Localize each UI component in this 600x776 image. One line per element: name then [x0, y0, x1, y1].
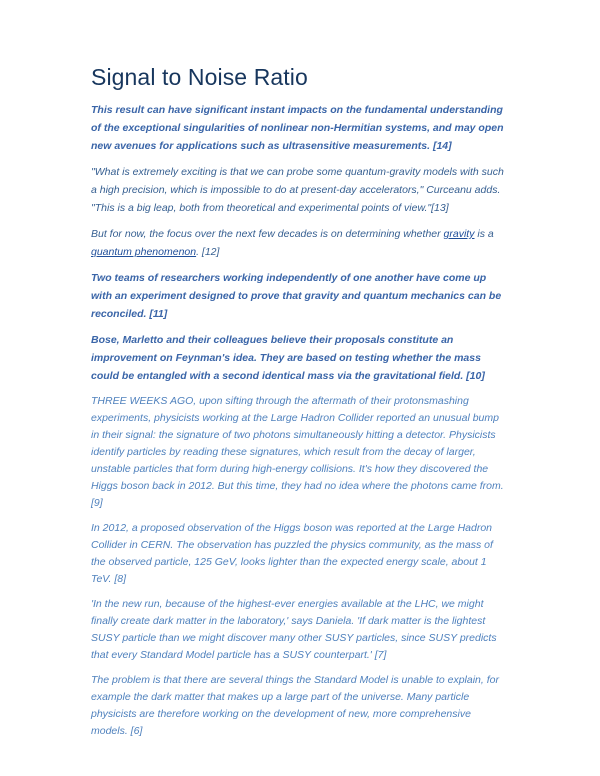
- paragraph-6: THREE WEEKS AGO, upon sifting through the aftermath of their protonsmashing experiments, physicists working at the Large Hadron Collider reported an unusual bump in their signal: the signature of two photons simultaneously hitting a detector. Physicists identify particles by reading these signatures, which result from the decay of larger, unstable particles that form during high-energy collisions. It's how they discovered the Higgs boson back in 2012. But this time, they had no idea where the photons came from. [9]: [91, 395, 504, 509]
- gravity-link[interactable]: gravity: [443, 228, 475, 240]
- page-title: Signal to Noise Ratio: [91, 64, 308, 90]
- paragraph-5: Bose, Marletto and their colleagues believe their proposals constitute an improvement on Feynman's idea. They are based on testing whether the mass could be entangled with a second identical mass via the gravitational field. [10]: [91, 334, 485, 382]
- paragraph-1: This result can have significant instant impacts on the fundamental understanding of the exceptional singularities of nonlinear non-Hermitian systems, and may open new avenues for applications such as ultrasensitive measurements. [14]: [91, 104, 504, 152]
- paragraph-7: In 2012, a proposed observation of the Higgs boson was reported at the Large Hadron Collider in CERN. The observation has puzzled the physics community, as the mass of the observed particle, 125 GeV, looks lighter than the expected energy scale, about 1 TeV. [8]: [91, 522, 493, 585]
- paragraph-3-post: . [12]: [196, 246, 220, 258]
- paragraph-3-mid: is a: [474, 228, 494, 240]
- paragraph-4: Two teams of researchers working independently of one another have come up with an experiment designed to prove that gravity and quantum mechanics can be reconciled. [11]: [91, 272, 502, 320]
- paragraph-8: 'In the new run, because of the highest-ever energies available at the LHC, we might finally create dark matter in the laboratory,' says Daniela. 'If dark matter is the lightest SUSY particle than we might discover many other SUSY particles, since SUSY predicts that every Standard Model particle has a SUSY counterpart.' [7]: [91, 598, 497, 661]
- paragraph-2: "What is extremely exciting is that we can probe some quantum-gravity models with such a high precision, which is impossible to do at present-day accelerators," Curceanu adds. "This is a big leap, both from theoretical and experimental points of view."[13]: [91, 166, 504, 214]
- paragraph-9: The problem is that there are several things the Standard Model is unable to explain, for example the dark matter that makes up a large part of the universe. Many particle physicists are therefore working on the development of new, more comprehensive models. [6]: [91, 674, 499, 737]
- document-page: [91, 64, 509, 748]
- paragraph-3-pre: But for now, the focus over the next few decades is on determining whether: [91, 228, 444, 240]
- quantum-phenomenon-link[interactable]: quantum phenomenon: [91, 246, 197, 258]
- paragraph-3: [91, 225, 509, 261]
